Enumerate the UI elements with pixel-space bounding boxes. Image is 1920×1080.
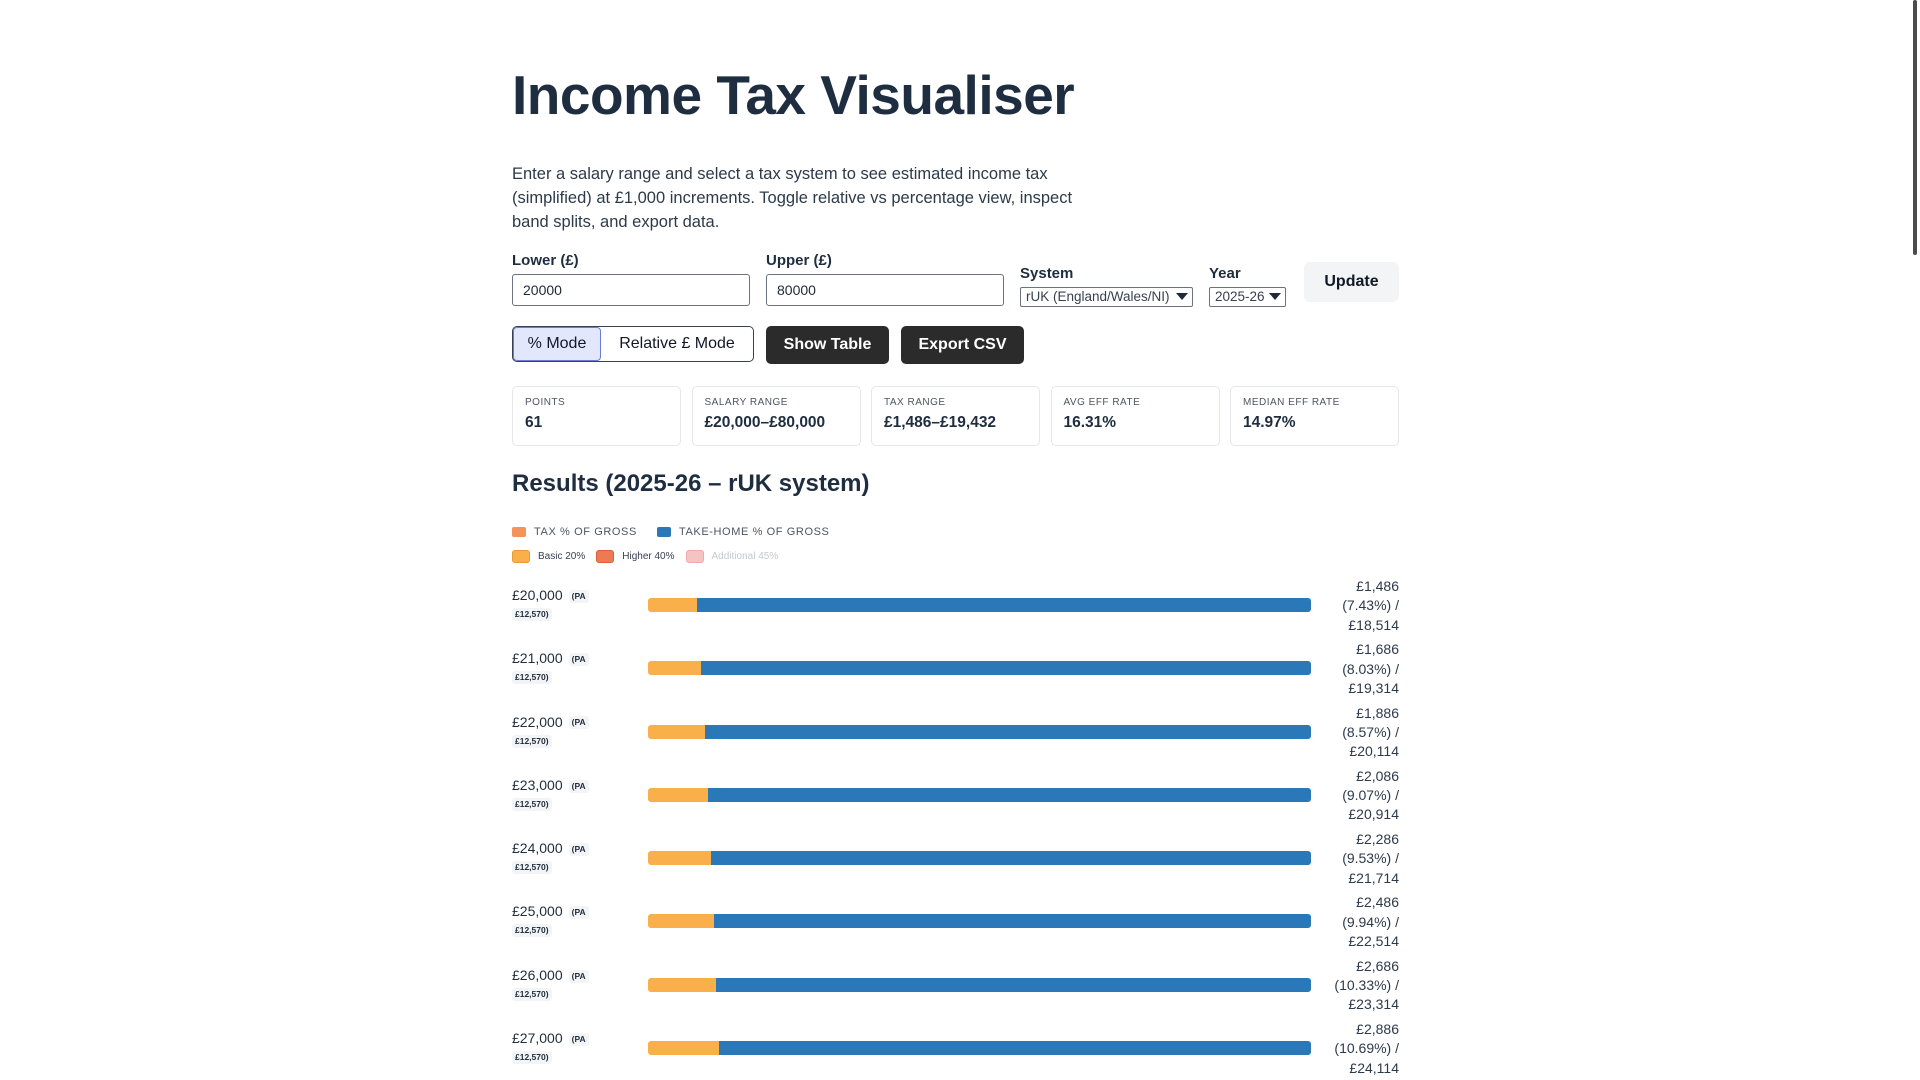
stat-value: £20,000–£80,000 <box>704 414 826 431</box>
pa-badge: (PA <box>569 1033 589 1046</box>
result-pct: (9.94%) / <box>1342 913 1399 930</box>
legend-label-basic: Basic 20% <box>538 551 586 562</box>
result-net: £19,314 <box>1348 679 1399 696</box>
pa-badge-amount: £12,570) <box>512 608 552 621</box>
stat-label: MEDIAN EFF RATE <box>1243 397 1340 408</box>
system-label: System <box>1020 265 1074 282</box>
tax-bar <box>648 1041 1311 1055</box>
salary-label <box>512 966 622 984</box>
pa-badge: (PA <box>569 843 589 856</box>
year-select-value: 2025-26 <box>1215 289 1265 304</box>
result-net: £18,514 <box>1348 616 1399 633</box>
legend-main <box>512 526 849 538</box>
salary-value: £26,000 <box>512 966 563 983</box>
year-label: Year <box>1209 265 1241 282</box>
result-pct: (9.07%) / <box>1342 787 1399 804</box>
main-container <box>512 0 1399 1076</box>
tax-bar <box>648 978 1311 992</box>
upper-input[interactable] <box>766 274 1004 306</box>
page-scrollbar[interactable] <box>1905 0 1920 1080</box>
result-tax: £1,686 <box>1356 641 1399 658</box>
legend-label-higher: Higher 40% <box>622 551 675 562</box>
result-pct: (8.57%) / <box>1342 723 1399 740</box>
salary-label <box>512 1029 622 1047</box>
salary-label <box>512 649 622 667</box>
legend-swatch-additional <box>686 550 704 563</box>
result-label <box>1319 767 1399 825</box>
stats-row <box>512 386 1399 448</box>
percent-mode-option[interactable]: % Mode <box>513 327 601 361</box>
stat-label: AVG EFF RATE <box>1063 397 1141 408</box>
bar-segment-basic <box>648 914 714 928</box>
intro-text: Enter a salary range and select a tax system to see estimated income tax (simplified) at £1,000 increments. Toggle relative vs percentage view, inspect band splits, and export data. <box>512 165 1073 231</box>
legend-label-additional: Additional 45% <box>711 551 779 562</box>
lower-input[interactable] <box>512 274 750 306</box>
salary-value: £24,000 <box>512 840 563 857</box>
tax-bar <box>648 725 1311 739</box>
year-field <box>1209 265 1286 307</box>
system-select[interactable] <box>1020 287 1193 307</box>
result-tax: £2,886 <box>1356 1021 1399 1038</box>
pa-badge-amount: £12,570) <box>512 924 552 937</box>
bar-segment-basic <box>648 788 708 802</box>
result-net: £20,114 <box>1349 743 1399 760</box>
pa-badge: (PA <box>569 653 589 666</box>
upper-label: Upper (£) <box>766 252 832 269</box>
result-tax: £1,886 <box>1356 704 1399 721</box>
salary-label <box>512 713 622 731</box>
show-table-button[interactable]: Show Table <box>766 326 889 364</box>
tax-bar <box>648 661 1311 675</box>
stat-label: POINTS <box>525 397 566 408</box>
mode-toggle <box>512 326 754 362</box>
relative-mode-option[interactable]: Relative £ Mode <box>619 335 735 352</box>
pa-badge-amount: £12,570) <box>512 798 552 811</box>
bar-segment-basic <box>648 725 705 739</box>
chevron-down-icon <box>1176 293 1188 300</box>
bar-chart <box>512 577 1399 1080</box>
chevron-down-icon <box>1269 293 1281 300</box>
legend-item-higher <box>596 550 674 563</box>
salary-value: £27,000 <box>512 1030 563 1047</box>
result-tax: £2,486 <box>1356 894 1399 911</box>
legend-label-take-home: TAKE-HOME % OF GROSS <box>678 526 830 538</box>
chart-row <box>512 1020 1399 1080</box>
pa-badge: (PA <box>569 906 589 919</box>
legend-swatch-basic <box>512 550 530 563</box>
result-net: £20,914 <box>1348 806 1399 823</box>
bar-segment-take-home <box>705 725 1311 739</box>
result-label <box>1319 704 1399 762</box>
scrollbar-thumb[interactable] <box>1913 0 1917 255</box>
salary-value: £25,000 <box>512 903 563 920</box>
chart-row <box>512 577 1399 640</box>
result-pct: (10.69%) / <box>1334 1040 1399 1057</box>
result-label <box>1319 577 1399 635</box>
tax-bar <box>648 914 1311 928</box>
salary-label <box>512 839 622 857</box>
stat-value: 61 <box>525 414 543 431</box>
system-field <box>1020 265 1193 307</box>
tax-bar <box>648 851 1311 865</box>
salary-label <box>512 776 622 794</box>
chart-row <box>512 704 1399 767</box>
salary-label <box>512 902 622 920</box>
lower-label: Lower (£) <box>512 252 579 269</box>
upper-field <box>766 252 1004 306</box>
lower-field <box>512 252 750 306</box>
legend-item-take-home <box>657 526 830 538</box>
bar-segment-take-home <box>701 661 1311 675</box>
result-tax: £2,086 <box>1356 767 1399 784</box>
export-csv-button[interactable]: Export CSV <box>901 326 1024 364</box>
result-tax: £2,286 <box>1356 831 1399 848</box>
bar-segment-basic <box>648 978 716 992</box>
bar-segment-take-home <box>716 978 1311 992</box>
pa-badge: (PA <box>569 716 589 729</box>
stat-value: 16.31% <box>1063 414 1117 431</box>
pa-badge-amount: £12,570) <box>512 988 552 1001</box>
salary-value: £21,000 <box>512 650 563 667</box>
stat-label: SALARY RANGE <box>704 397 788 408</box>
page-title: Income Tax Visualiser <box>512 64 1075 126</box>
result-tax: £2,686 <box>1356 957 1399 974</box>
bar-segment-take-home <box>714 914 1311 928</box>
stat-card-avg-eff-rate <box>1051 386 1220 446</box>
year-select[interactable] <box>1209 287 1286 307</box>
result-pct: (8.03%) / <box>1342 660 1399 677</box>
result-label <box>1319 830 1399 888</box>
pa-badge-amount: £12,570) <box>512 861 552 874</box>
pa-badge-amount: £12,570) <box>512 1051 552 1064</box>
chart-row <box>512 830 1399 893</box>
bar-segment-basic <box>648 598 697 612</box>
result-pct: (9.53%) / <box>1342 850 1399 867</box>
salary-label <box>512 586 622 604</box>
stat-label: TAX RANGE <box>884 397 946 408</box>
legend-label-tax: TAX % OF GROSS <box>534 526 637 538</box>
tax-bar <box>648 788 1311 802</box>
mode-row <box>512 326 1399 366</box>
bar-segment-take-home <box>711 851 1311 865</box>
legend-item-basic <box>512 550 585 563</box>
legend-swatch-take-home <box>657 527 671 537</box>
chart-row <box>512 767 1399 830</box>
salary-value: £23,000 <box>512 776 563 793</box>
stat-card-points <box>512 386 681 446</box>
result-pct: (7.43%) / <box>1342 597 1399 614</box>
legend-swatch-tax <box>512 527 526 537</box>
bar-segment-take-home <box>708 788 1311 802</box>
results-title: Results (2025-26 – rUK system) <box>512 470 870 497</box>
result-net: £24,114 <box>1349 1059 1399 1076</box>
result-net: £22,514 <box>1348 933 1399 950</box>
stat-card-median-eff-rate <box>1230 386 1399 446</box>
result-pct: (10.33%) / <box>1334 977 1399 994</box>
pa-badge-amount: £12,570) <box>512 735 552 748</box>
result-net: £21,714 <box>1348 869 1399 886</box>
pa-badge: (PA <box>569 780 589 793</box>
bar-segment-basic <box>648 1041 719 1055</box>
result-label <box>1319 640 1399 698</box>
legend-bands <box>512 550 789 563</box>
system-select-value: rUK (England/Wales/NI) <box>1026 289 1170 304</box>
salary-value: £20,000 <box>512 587 563 603</box>
salary-value: £22,000 <box>512 713 563 730</box>
result-net: £23,314 <box>1348 996 1399 1013</box>
pa-badge-amount: £12,570) <box>512 671 552 684</box>
tax-bar <box>648 598 1311 612</box>
legend-item-additional <box>686 550 779 563</box>
bar-segment-take-home <box>719 1041 1311 1055</box>
legend-item-tax <box>512 526 637 538</box>
stat-value: 14.97% <box>1243 414 1296 431</box>
chart-row <box>512 893 1399 956</box>
result-tax: £1,486 <box>1356 578 1399 594</box>
pa-badge: (PA <box>569 590 589 603</box>
result-label <box>1319 1020 1399 1078</box>
bar-segment-basic <box>648 661 701 675</box>
bar-segment-take-home <box>697 598 1311 612</box>
chart-row <box>512 957 1399 1020</box>
stat-value: £1,486–£19,432 <box>884 414 997 431</box>
result-label <box>1319 893 1399 951</box>
chart-row <box>512 640 1399 703</box>
result-label <box>1319 957 1399 1015</box>
stat-card-salary-range <box>692 386 861 446</box>
update-button[interactable]: Update <box>1304 262 1399 302</box>
stat-card-tax-range <box>871 386 1040 446</box>
legend-swatch-higher <box>596 550 614 563</box>
bar-segment-basic <box>648 851 711 865</box>
pa-badge: (PA <box>569 970 589 983</box>
controls-row <box>512 252 1399 312</box>
